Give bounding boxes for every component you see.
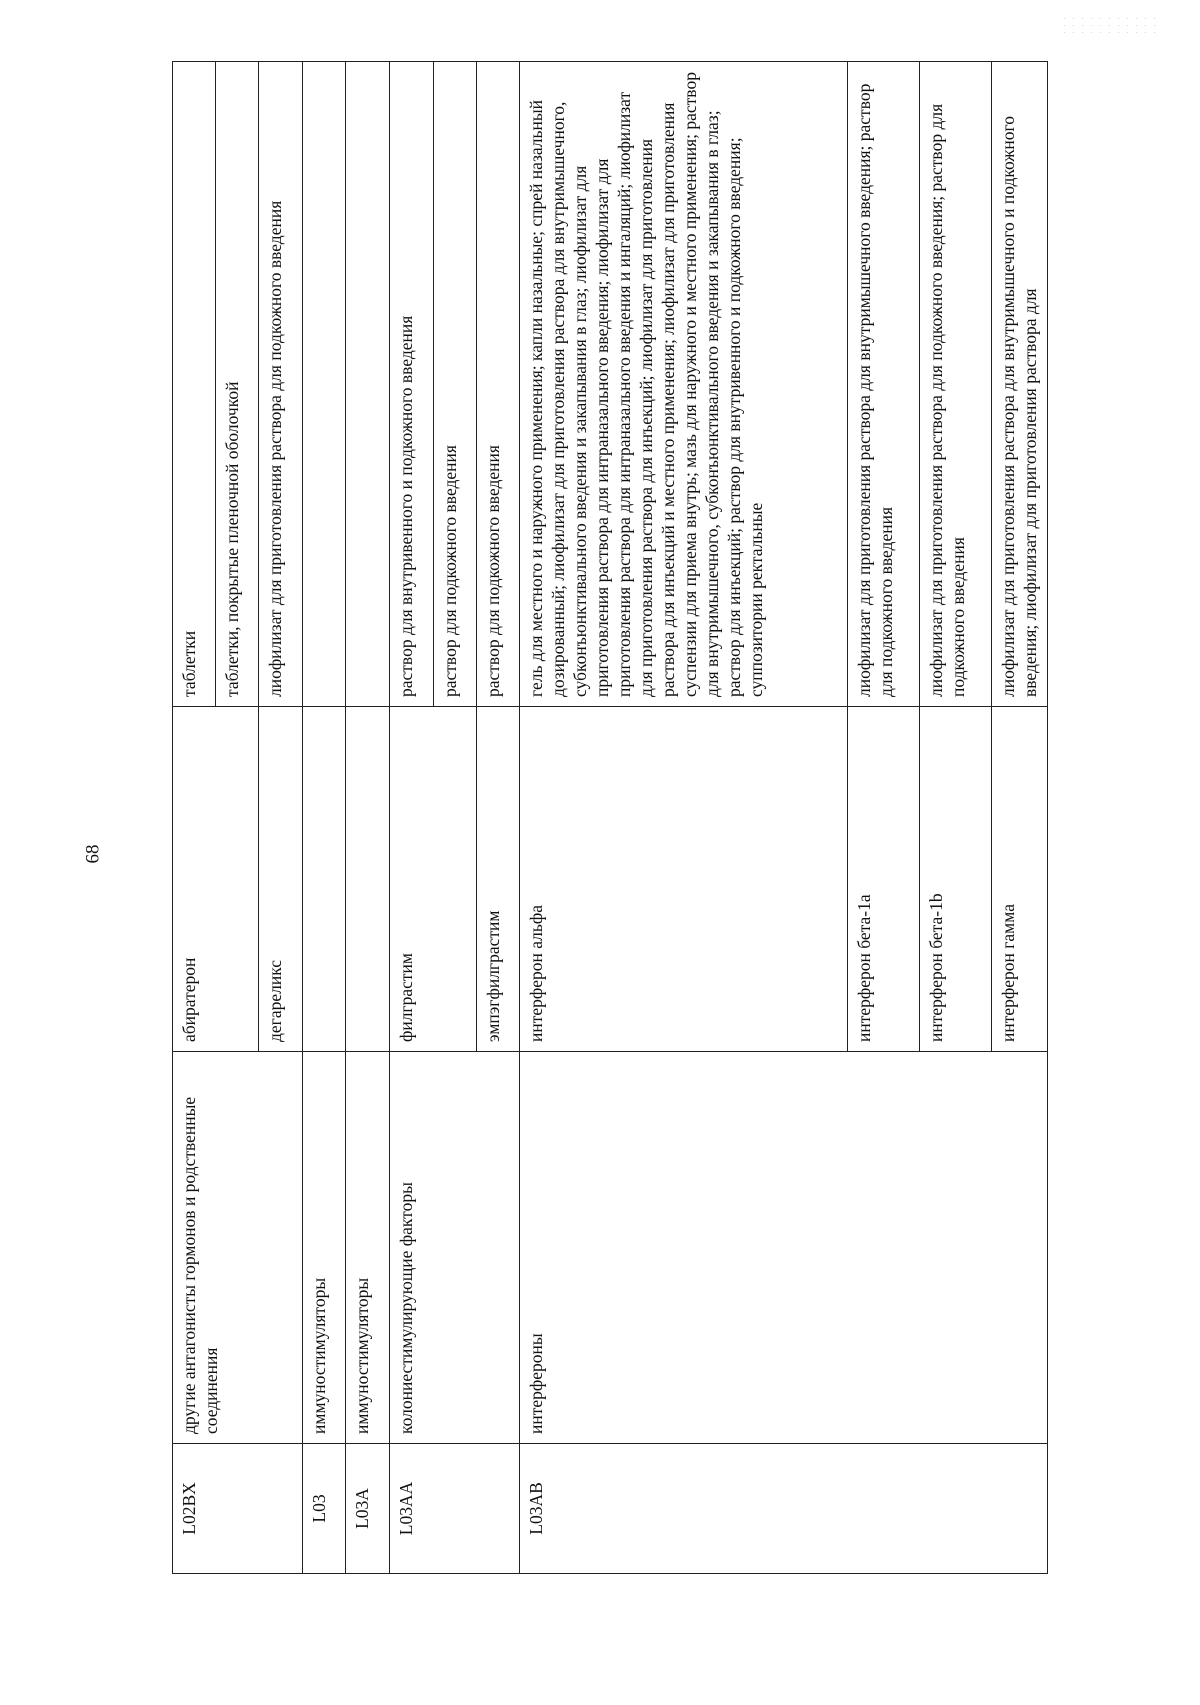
- dosage-form: лиофилизат для приготовления раствора для подкожного введения: [259, 62, 303, 707]
- atc-code: L03: [303, 1444, 346, 1574]
- dosage-form: лиофилизат для приготовления раствора для внутримышечного и подкожного введения; лиофилизат для приготовления раствора для: [992, 62, 1048, 707]
- group-name: другие антагонисты гормонов и родственные соединения: [173, 1052, 303, 1444]
- drug-name: интерферон гамма: [992, 707, 1048, 1052]
- drug-name: абиратерон: [173, 707, 259, 1052]
- drug-name: эмпэгфилграстим: [477, 707, 520, 1052]
- table-row: [390, 62, 434, 1574]
- atc-code: L02BX: [173, 1444, 303, 1574]
- dosage-form: таблетки: [173, 62, 216, 707]
- atc-code: L03AB: [520, 1444, 1048, 1574]
- drug-name: интерферон бета-1b: [920, 707, 992, 1052]
- group-name: иммуностимуляторы: [346, 1052, 390, 1444]
- rotated-page-content: [172, 62, 1132, 1574]
- atc-code: L03AA: [390, 1444, 520, 1574]
- drug-name: [303, 707, 346, 1052]
- dosage-form: таблетки, покрытые пленочной оболочкой: [216, 62, 259, 707]
- dosage-form: раствор для внутривенного и подкожного введения: [390, 62, 434, 707]
- group-name: иммуностимуляторы: [303, 1052, 346, 1444]
- dosage-form: лиофилизат для приготовления раствора для внутримышечного введения; раствор для подкожного введения: [848, 62, 920, 707]
- dosage-form: [303, 62, 346, 707]
- table-row: [520, 62, 848, 1574]
- drug-table: [172, 61, 1048, 1574]
- atc-code: L03A: [346, 1444, 390, 1574]
- page-number: 68: [82, 844, 104, 864]
- dosage-form: лиофилизат для приготовления раствора для подкожного введения; раствор для подкожного введения: [920, 62, 992, 707]
- scan-speckle: [1060, 15, 1160, 35]
- drug-name: интерферон бета-1a: [848, 707, 920, 1052]
- drug-name: филграстим: [390, 707, 477, 1052]
- drug-name: дегареликс: [259, 707, 303, 1052]
- dosage-form: гель для местного и наружного применения; капли назальные; спрей назальный дозированный; лиофилизат для приготовления раствора для внутримышечного, субконъюнктивального введения и закапывания в глаз; лиофилизат для приготовления раствора для интраназального введения; лиофилизат для приготовления раствора для интраназального введения и ингаляций; лиофилизат для приготовления раствора для инъекций; лиофилизат для приготовления раствора для инъекций и местного применения; лиофилизат для приготовления суспензии для приема внутрь; мазь для наружного и местного применения; раствор для внутримышечного, субконъюнктивального введения и закапывания в глаз; раствор для инъекций; раствор для внутривенного и подкожного введения; суппозитории ректальные: [520, 62, 848, 707]
- table-row: [173, 62, 216, 1574]
- table-row: [303, 62, 346, 1574]
- drug-name: интерферон альфа: [520, 707, 848, 1052]
- dosage-form: [346, 62, 390, 707]
- table-row: [346, 62, 390, 1574]
- drug-name: [346, 707, 390, 1052]
- dosage-form: раствор для подкожного введения: [477, 62, 520, 707]
- dosage-form: раствор для подкожного введения: [434, 62, 477, 707]
- group-name: интерфероны: [520, 1052, 1048, 1444]
- group-name: колониестимулирующие факторы: [390, 1052, 520, 1444]
